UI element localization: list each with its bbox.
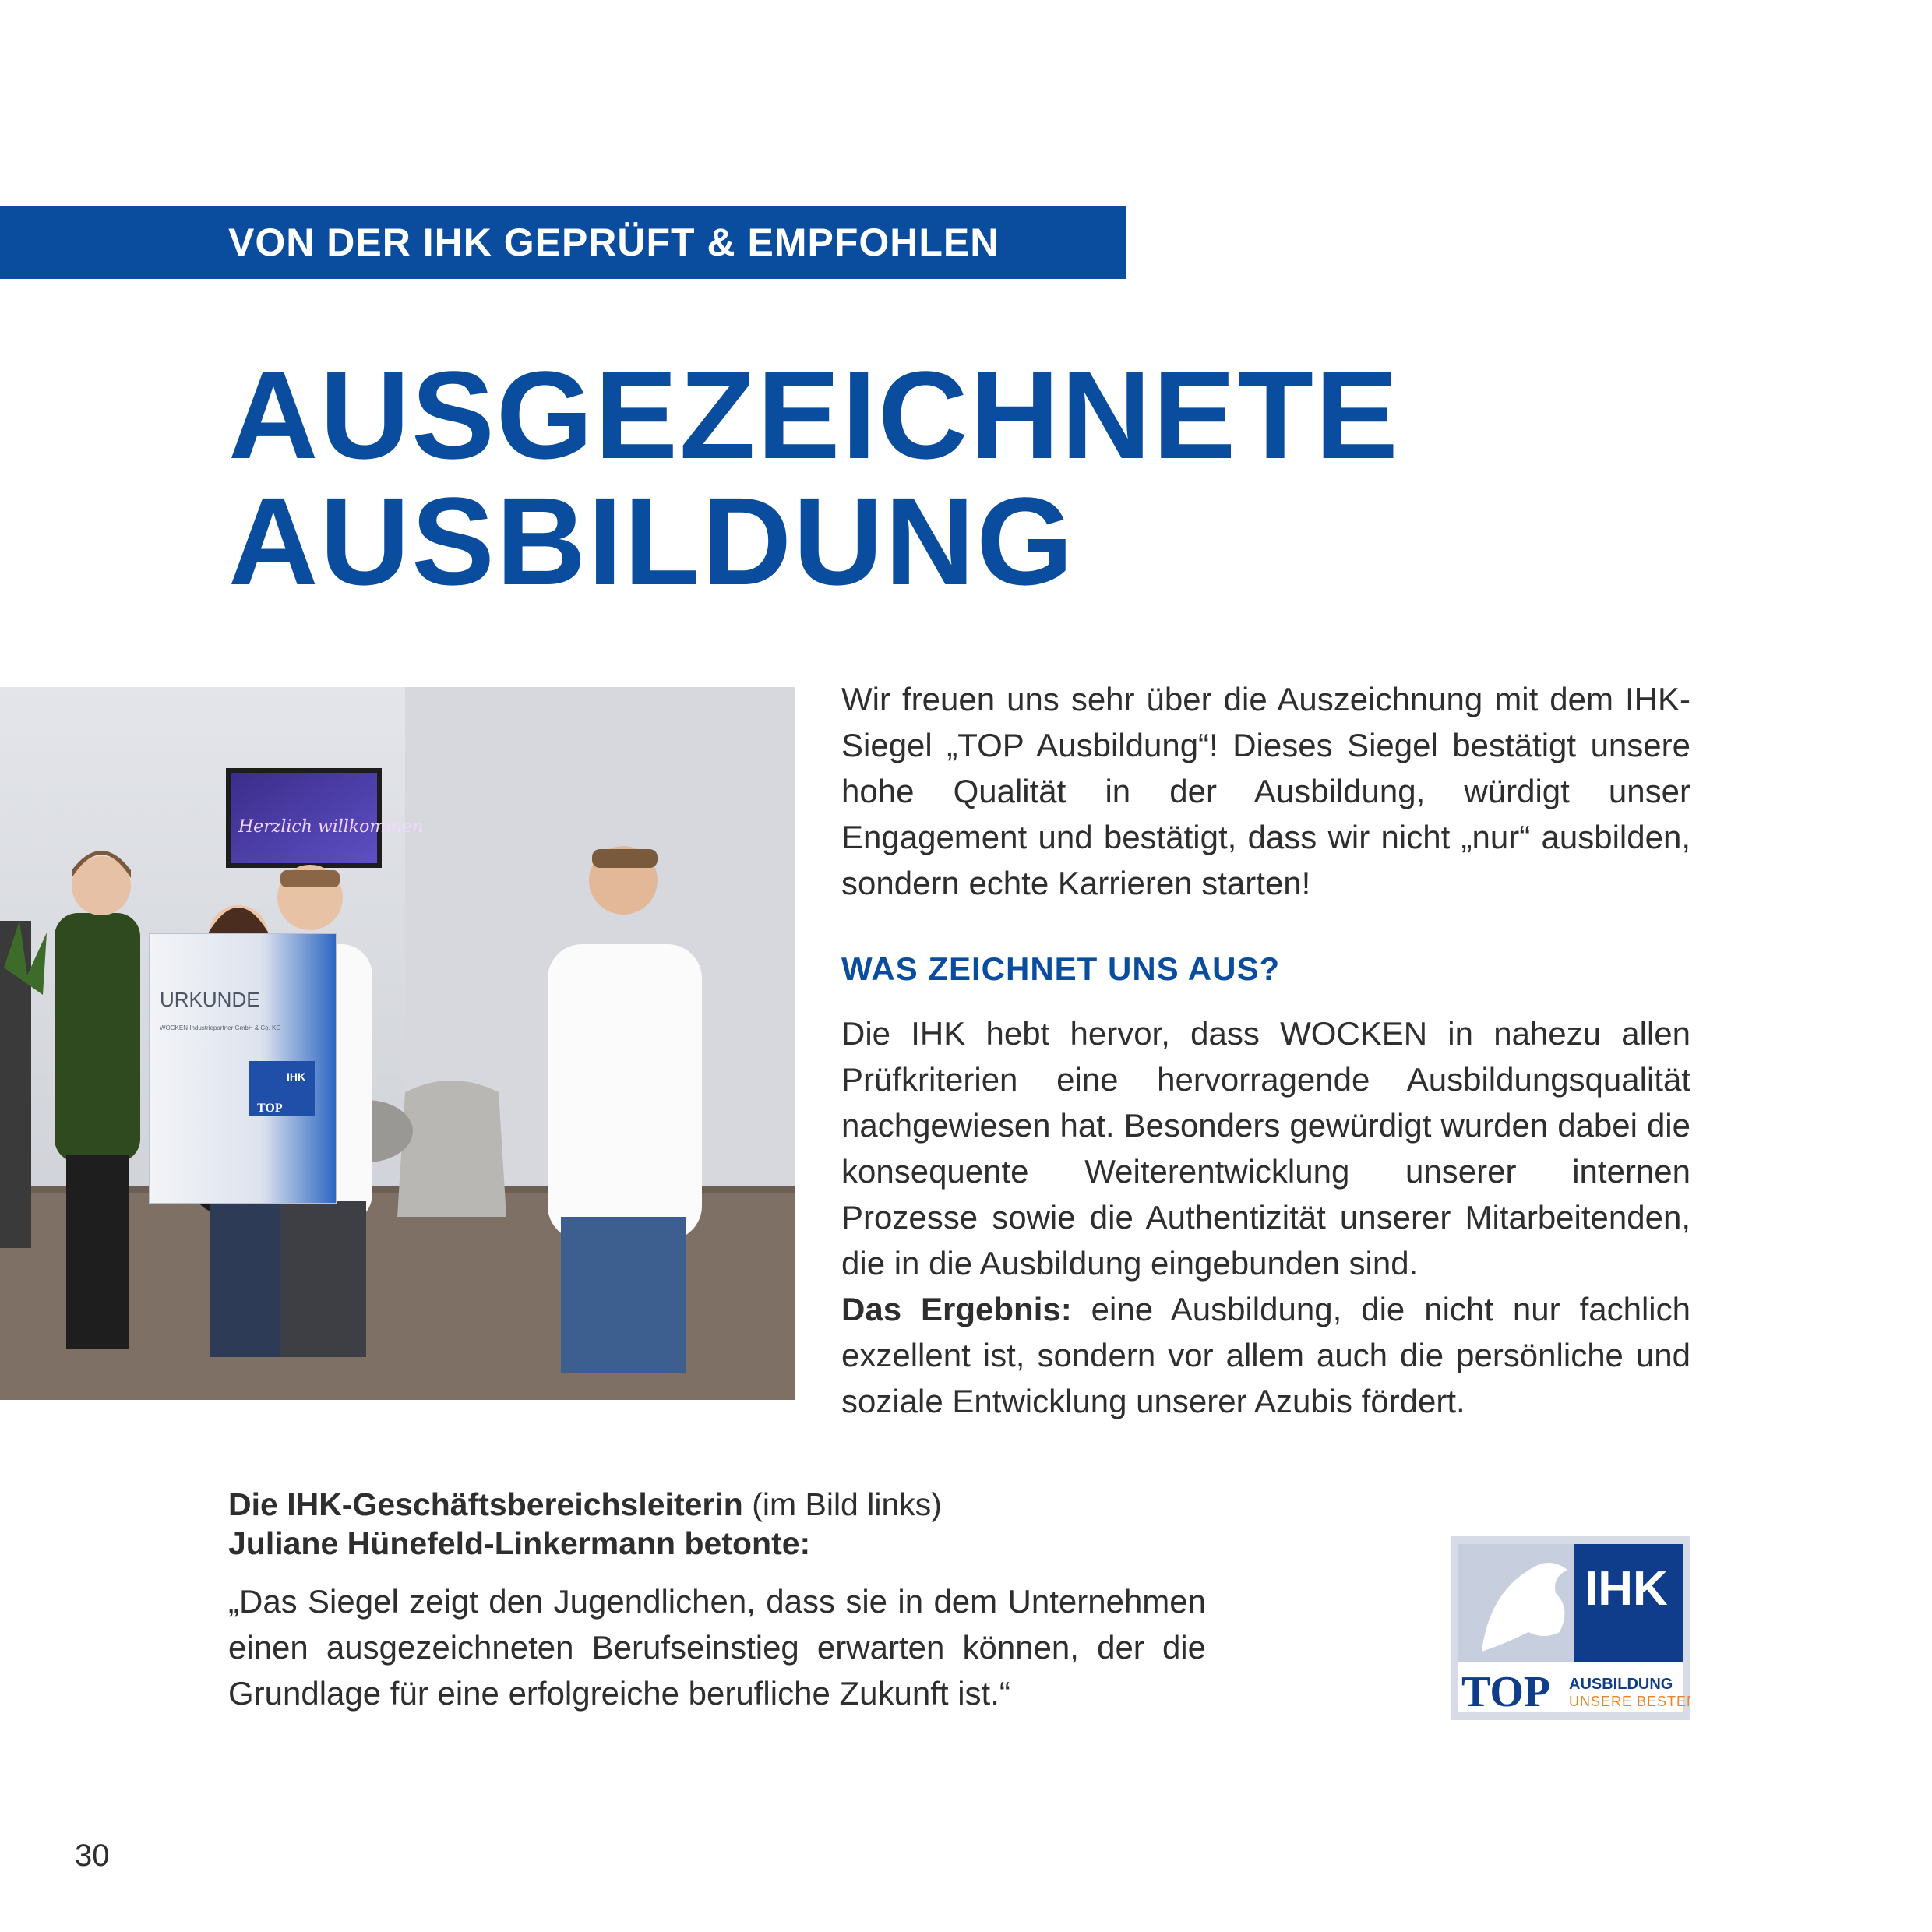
speaker-name-text: Juliane Hünefeld-Linkermann betonte: [228, 1525, 811, 1561]
seal-ihk-text: IHK [1585, 1562, 1668, 1616]
screen-greeting-text: Herzlich willkommen [238, 817, 424, 837]
certificate-company: WOCKEN Industriepartner GmbH & Co. KG [160, 1024, 281, 1031]
page-title-line-1: AUSGEZEICHNETE [228, 345, 1400, 485]
section-paragraph: Die IHK hebt hervor, dass WOCKEN in nahezu allen Prüfkriterien eine hervorragende Ausbildungsqualität nachgewiesen hat. Besonders gewürdigt wurden dabei die konsequente Weiterentwicklung unserer internen Prozesse sowie die Authentizität unserer Mitarbeitenden, die in die Ausbildung eingebunden sind. [841, 1015, 1690, 1282]
intro-paragraph: Wir freuen uns sehr über die Auszeichnung mit dem IHK-Siegel „TOP Ausbildung“! Dieses Siegel bestätigt unsere hohe Qualität in der Ausbildung, würdigt unser Engagement und bestätigt, dass wir nicht „nur“ ausbilden, sondern echte Karrieren starten! [841, 681, 1690, 901]
quote-text: „Das Siegel zeigt den Jugendlichen, dass sie in dem Unternehmen einen ausgezeichneten Berufseinstieg erwarten können, der die Grundlage für eine erfolgreiche berufliche Zukunft ist.“ [228, 1583, 1206, 1712]
result-text: eine Ausbildung, die nicht nur fachlich exzellent ist, sondern vor allem auch die persönliche und soziale Entwicklung unserer Azubis fördert. [841, 1291, 1690, 1419]
quote-block [228, 1485, 1206, 1716]
certificate-badge-ihk: IHK [287, 1070, 306, 1083]
page-number: 30 [75, 1839, 110, 1873]
seal-top-text: TOP [1461, 1668, 1551, 1716]
ihk-top-ausbildung-seal [1451, 1536, 1690, 1720]
page-title-line-2: AUSBILDUNG [228, 471, 1075, 611]
speaker-role-note: (im Bild links) [742, 1486, 942, 1522]
certificate-title: URKUNDE [160, 988, 260, 1011]
page-title [228, 345, 1400, 611]
seal-logo [1451, 1536, 1690, 1720]
speaker-name [228, 1524, 1206, 1563]
award-photo [0, 687, 795, 1400]
speaker-role-title: Die IHK-Geschäftsbereichsleiterin [228, 1486, 743, 1522]
certificate [150, 933, 337, 1204]
result-paragraph [841, 1286, 1690, 1424]
certificate-badge-top: TOP [257, 1102, 283, 1115]
speaker-role [228, 1485, 1206, 1524]
seal-line2-text: UNSERE BESTEN [1569, 1694, 1690, 1709]
main-column [841, 676, 1690, 1424]
seal-line1-text: AUSBILDUNG [1569, 1676, 1673, 1693]
award-photo-illustration [0, 687, 795, 1400]
result-label: Das Ergebnis: [841, 1291, 1072, 1327]
section-heading: WAS ZEICHNET UNS AUS? [841, 950, 1281, 987]
section-kicker: VON DER IHK GEPRÜFT & EMPFOHLEN [0, 206, 1126, 279]
